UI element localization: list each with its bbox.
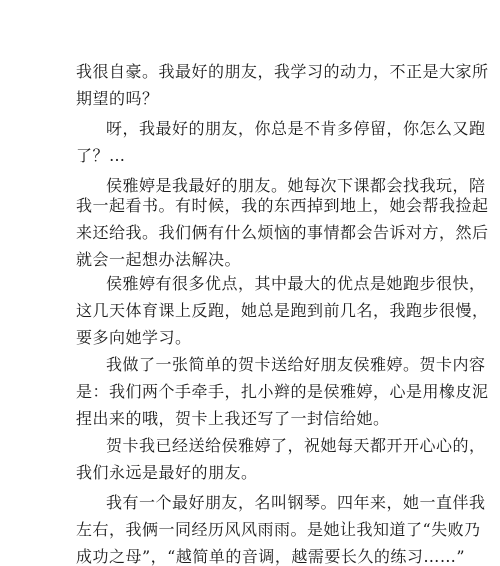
text-line: 左右，我俩一同经历风风雨雨。是她让我知道了“失败乃 <box>76 520 481 539</box>
text-line: 来还给我。我们俩有什么烦恼的事情都会告诉对方，然后 <box>76 223 489 242</box>
text-line: 呀，我最好的朋友，你总是不肯多停留，你怎么又跑 <box>106 119 486 138</box>
text-line: 就会一起想办法解决。 <box>76 250 242 269</box>
text-line: 我做了一张简单的贺卡送给好朋友侯雅婷。贺卡内容 <box>106 355 486 374</box>
text-line: 我一起看书。有时候，我的东西掉到地上，她会帮我捡起 <box>76 196 489 215</box>
text-line: 成功之母”，“越简单的音调，越需要长久的练习……” <box>76 547 466 566</box>
text-line: 期望的吗？ <box>76 89 159 108</box>
text-line: 我很自豪。我最好的朋友，我学习的动力，不正是大家所 <box>76 62 489 81</box>
text-line: 捏出来的哦，贺卡上我还写了一封信给她。 <box>76 409 390 428</box>
text-line: 侯雅婷是我最好的朋友。她每次下课都会找我玩，陪 <box>106 176 486 195</box>
text-line: 我有一个最好朋友，名叫钢琴。四年来，她一直伴我 <box>106 493 486 512</box>
text-line: 了？… <box>76 146 126 165</box>
text-line: 我们永远是最好的朋友。 <box>76 463 258 482</box>
text-line: 这几天体育课上反跑，她总是跑到前几名，我跑步很慢， <box>76 301 489 320</box>
text-line: 是：我们两个手牵手，扎小辫的是侯雅婷，心是用橡皮泥 <box>76 382 489 401</box>
text-line: 要多向她学习。 <box>76 328 192 347</box>
text-line: 侯雅婷有很多优点，其中最大的优点是她跑步很快， <box>106 274 486 293</box>
text-line: 贺卡我已经送给侯雅婷了，祝她每天都开开心心的， <box>106 436 486 455</box>
